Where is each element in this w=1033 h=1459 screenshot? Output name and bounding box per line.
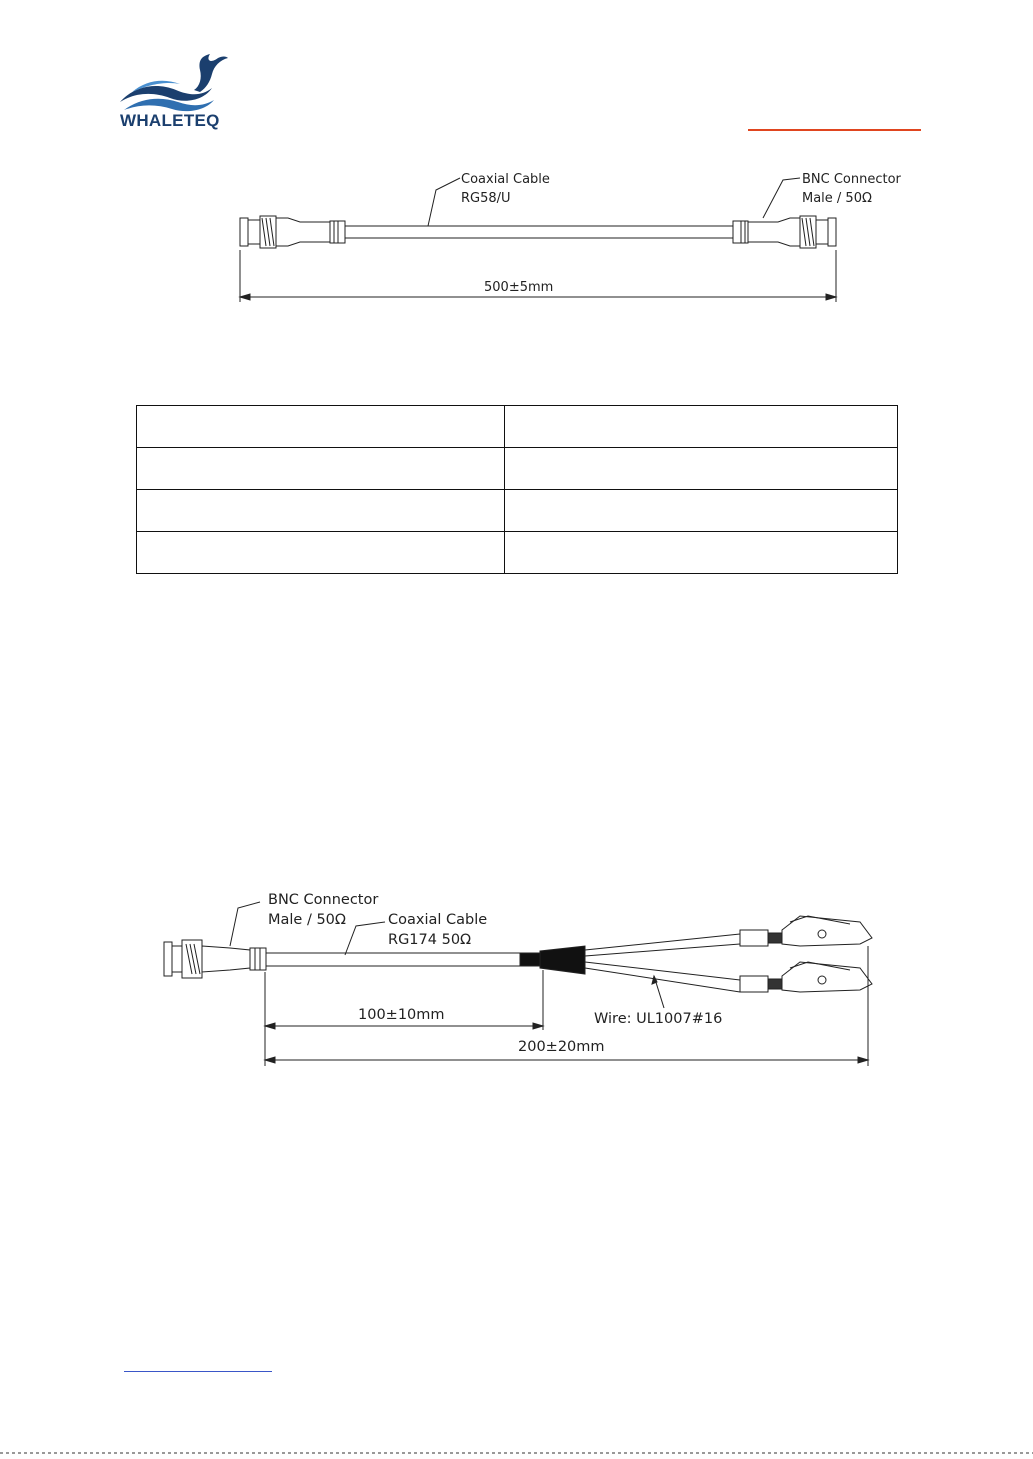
fig2-cable-label-2: RG174 50Ω [388,932,472,948]
fig2-total-dimension: 200±20mm [518,1039,605,1055]
fig1-connector-label-1: BNC Connector [802,172,901,187]
fig2-connector-label-2: Male / 50Ω [268,912,346,928]
fig1-length-dimension: 500±5mm [484,280,554,295]
page-bottom-edge [0,1452,1033,1454]
fig1-connector-label-2: Male / 50Ω [802,191,872,206]
fig2-cable-label-1: Coaxial Cable [388,912,488,928]
fig1-cable-label-1: Coaxial Cable [461,172,550,187]
fig2-wire-label: Wire: UL1007#16 [594,1011,723,1027]
brand-name: WHALETEQ [120,111,220,130]
fig2-short-dimension: 100±10mm [358,1007,445,1023]
footer-link-rule [124,1371,272,1372]
fig1-cable-label-2: RG58/U [461,191,511,206]
fig2-connector-label-1: BNC Connector [268,892,379,908]
